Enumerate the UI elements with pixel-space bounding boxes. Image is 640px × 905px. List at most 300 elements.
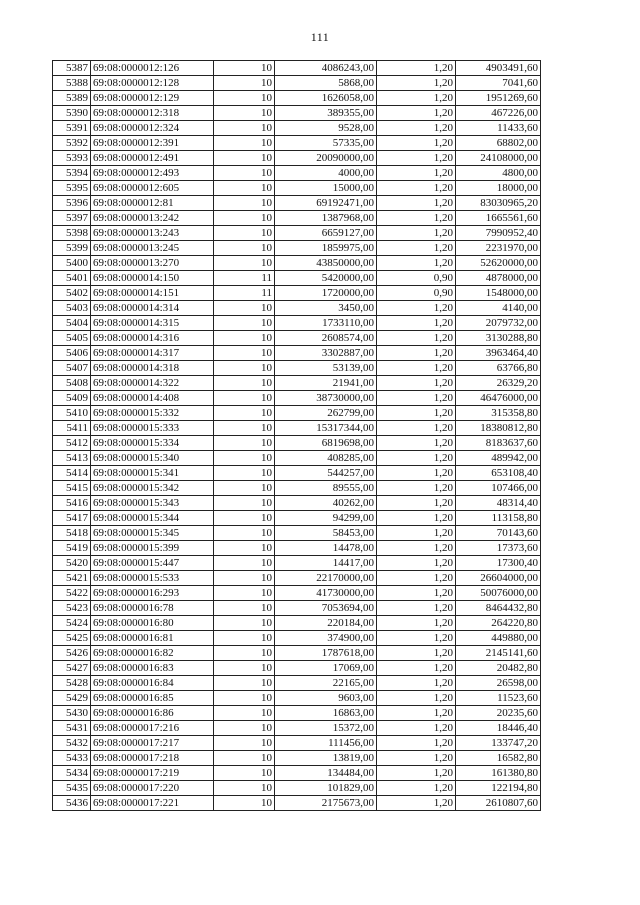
code-cell: 10 bbox=[214, 616, 275, 631]
total-cell: 107466,00 bbox=[456, 481, 541, 496]
page-number: 111 bbox=[310, 30, 330, 44]
coefficient-cell: 0,90 bbox=[377, 271, 456, 286]
coefficient-cell: 1,20 bbox=[377, 481, 456, 496]
total-cell: 11433,60 bbox=[456, 121, 541, 136]
cadastral-number-cell: 69:08:0000014:318 bbox=[91, 361, 214, 376]
code-cell: 10 bbox=[214, 376, 275, 391]
row-number-cell: 5435 bbox=[53, 781, 91, 796]
coefficient-cell: 1,20 bbox=[377, 631, 456, 646]
value-cell: 69192471,00 bbox=[275, 196, 377, 211]
total-cell: 20235,60 bbox=[456, 706, 541, 721]
total-cell: 2231970,00 bbox=[456, 241, 541, 256]
value-cell: 20090000,00 bbox=[275, 151, 377, 166]
code-cell: 10 bbox=[214, 496, 275, 511]
code-cell: 10 bbox=[214, 691, 275, 706]
cadastral-number-cell: 69:08:0000013:245 bbox=[91, 241, 214, 256]
table-row bbox=[53, 751, 541, 766]
table-row bbox=[53, 646, 541, 661]
value-cell: 58453,00 bbox=[275, 526, 377, 541]
value-cell: 408285,00 bbox=[275, 451, 377, 466]
value-cell: 5420000,00 bbox=[275, 271, 377, 286]
code-cell: 10 bbox=[214, 61, 275, 76]
table-row bbox=[53, 571, 541, 586]
table-row bbox=[53, 451, 541, 466]
row-number-cell: 5421 bbox=[53, 571, 91, 586]
total-cell: 24108000,00 bbox=[456, 151, 541, 166]
coefficient-cell: 0,90 bbox=[377, 286, 456, 301]
code-cell: 10 bbox=[214, 391, 275, 406]
total-cell: 8183637,60 bbox=[456, 436, 541, 451]
value-cell: 94299,00 bbox=[275, 511, 377, 526]
total-cell: 83030965,20 bbox=[456, 196, 541, 211]
value-cell: 3450,00 bbox=[275, 301, 377, 316]
value-cell: 41730000,00 bbox=[275, 586, 377, 601]
table-row bbox=[53, 136, 541, 151]
code-cell: 10 bbox=[214, 631, 275, 646]
row-number-cell: 5428 bbox=[53, 676, 91, 691]
row-number-cell: 5387 bbox=[53, 61, 91, 76]
total-cell: 18446,40 bbox=[456, 721, 541, 736]
coefficient-cell: 1,20 bbox=[377, 496, 456, 511]
cadastral-number-cell: 69:08:0000017:216 bbox=[91, 721, 214, 736]
table-row bbox=[53, 586, 541, 601]
cadastral-number-cell: 69:08:0000013:242 bbox=[91, 211, 214, 226]
value-cell: 1387968,00 bbox=[275, 211, 377, 226]
value-cell: 9528,00 bbox=[275, 121, 377, 136]
value-cell: 57335,00 bbox=[275, 136, 377, 151]
land-register-table bbox=[52, 60, 541, 811]
value-cell: 5868,00 bbox=[275, 76, 377, 91]
table-row bbox=[53, 151, 541, 166]
row-number-cell: 5394 bbox=[53, 166, 91, 181]
total-cell: 3130288,80 bbox=[456, 331, 541, 346]
code-cell: 10 bbox=[214, 721, 275, 736]
cadastral-number-cell: 69:08:0000016:82 bbox=[91, 646, 214, 661]
code-cell: 10 bbox=[214, 661, 275, 676]
code-cell: 10 bbox=[214, 196, 275, 211]
total-cell: 26329,20 bbox=[456, 376, 541, 391]
value-cell: 134484,00 bbox=[275, 766, 377, 781]
total-cell: 449880,00 bbox=[456, 631, 541, 646]
code-cell: 10 bbox=[214, 91, 275, 106]
code-cell: 10 bbox=[214, 736, 275, 751]
code-cell: 10 bbox=[214, 436, 275, 451]
table-row bbox=[53, 256, 541, 271]
row-number-cell: 5397 bbox=[53, 211, 91, 226]
value-cell: 1626058,00 bbox=[275, 91, 377, 106]
row-number-cell: 5423 bbox=[53, 601, 91, 616]
cadastral-number-cell: 69:08:0000013:243 bbox=[91, 226, 214, 241]
row-number-cell: 5418 bbox=[53, 526, 91, 541]
row-number-cell: 5396 bbox=[53, 196, 91, 211]
cadastral-number-cell: 69:08:0000014:317 bbox=[91, 346, 214, 361]
coefficient-cell: 1,20 bbox=[377, 391, 456, 406]
total-cell: 16582,80 bbox=[456, 751, 541, 766]
total-cell: 4140,00 bbox=[456, 301, 541, 316]
value-cell: 111456,00 bbox=[275, 736, 377, 751]
total-cell: 8464432,80 bbox=[456, 601, 541, 616]
table-row bbox=[53, 736, 541, 751]
cadastral-number-cell: 69:08:0000016:84 bbox=[91, 676, 214, 691]
coefficient-cell: 1,20 bbox=[377, 661, 456, 676]
table-row bbox=[53, 616, 541, 631]
row-number-cell: 5391 bbox=[53, 121, 91, 136]
cadastral-number-cell: 69:08:0000014:322 bbox=[91, 376, 214, 391]
value-cell: 22165,00 bbox=[275, 676, 377, 691]
total-cell: 46476000,00 bbox=[456, 391, 541, 406]
total-cell: 467226,00 bbox=[456, 106, 541, 121]
total-cell: 17373,60 bbox=[456, 541, 541, 556]
cadastral-number-cell: 69:08:0000015:399 bbox=[91, 541, 214, 556]
value-cell: 14417,00 bbox=[275, 556, 377, 571]
table-row bbox=[53, 541, 541, 556]
row-number-cell: 5436 bbox=[53, 796, 91, 811]
value-cell: 9603,00 bbox=[275, 691, 377, 706]
coefficient-cell: 1,20 bbox=[377, 676, 456, 691]
table-row bbox=[53, 706, 541, 721]
row-number-cell: 5425 bbox=[53, 631, 91, 646]
cadastral-number-cell: 69:08:0000015:344 bbox=[91, 511, 214, 526]
table-row bbox=[53, 391, 541, 406]
row-number-cell: 5411 bbox=[53, 421, 91, 436]
total-cell: 68802,00 bbox=[456, 136, 541, 151]
value-cell: 15372,00 bbox=[275, 721, 377, 736]
code-cell: 10 bbox=[214, 331, 275, 346]
total-cell: 4903491,60 bbox=[456, 61, 541, 76]
coefficient-cell: 1,20 bbox=[377, 181, 456, 196]
table-body bbox=[53, 61, 541, 811]
cadastral-number-cell: 69:08:0000012:318 bbox=[91, 106, 214, 121]
coefficient-cell: 1,20 bbox=[377, 76, 456, 91]
row-number-cell: 5401 bbox=[53, 271, 91, 286]
coefficient-cell: 1,20 bbox=[377, 556, 456, 571]
row-number-cell: 5390 bbox=[53, 106, 91, 121]
table-row bbox=[53, 376, 541, 391]
code-cell: 10 bbox=[214, 211, 275, 226]
coefficient-cell: 1,20 bbox=[377, 376, 456, 391]
total-cell: 315358,80 bbox=[456, 406, 541, 421]
coefficient-cell: 1,20 bbox=[377, 106, 456, 121]
value-cell: 262799,00 bbox=[275, 406, 377, 421]
total-cell: 70143,60 bbox=[456, 526, 541, 541]
coefficient-cell: 1,20 bbox=[377, 526, 456, 541]
code-cell: 10 bbox=[214, 571, 275, 586]
code-cell: 11 bbox=[214, 271, 275, 286]
cadastral-number-cell: 69:08:0000015:341 bbox=[91, 466, 214, 481]
coefficient-cell: 1,20 bbox=[377, 436, 456, 451]
value-cell: 43850000,00 bbox=[275, 256, 377, 271]
total-cell: 17300,40 bbox=[456, 556, 541, 571]
value-cell: 374900,00 bbox=[275, 631, 377, 646]
value-cell: 3302887,00 bbox=[275, 346, 377, 361]
table-row bbox=[53, 61, 541, 76]
code-cell: 10 bbox=[214, 316, 275, 331]
value-cell: 21941,00 bbox=[275, 376, 377, 391]
code-cell: 10 bbox=[214, 541, 275, 556]
value-cell: 220184,00 bbox=[275, 616, 377, 631]
cadastral-number-cell: 69:08:0000016:80 bbox=[91, 616, 214, 631]
coefficient-cell: 1,20 bbox=[377, 706, 456, 721]
total-cell: 11523,60 bbox=[456, 691, 541, 706]
value-cell: 22170000,00 bbox=[275, 571, 377, 586]
coefficient-cell: 1,20 bbox=[377, 226, 456, 241]
row-number-cell: 5430 bbox=[53, 706, 91, 721]
cadastral-number-cell: 69:08:0000015:342 bbox=[91, 481, 214, 496]
row-number-cell: 5434 bbox=[53, 766, 91, 781]
total-cell: 50076000,00 bbox=[456, 586, 541, 601]
value-cell: 1859975,00 bbox=[275, 241, 377, 256]
code-cell: 10 bbox=[214, 526, 275, 541]
cadastral-number-cell: 69:08:0000012:605 bbox=[91, 181, 214, 196]
coefficient-cell: 1,20 bbox=[377, 91, 456, 106]
value-cell: 1787618,00 bbox=[275, 646, 377, 661]
cadastral-number-cell: 69:08:0000017:219 bbox=[91, 766, 214, 781]
row-number-cell: 5424 bbox=[53, 616, 91, 631]
total-cell: 2079732,00 bbox=[456, 316, 541, 331]
coefficient-cell: 1,20 bbox=[377, 346, 456, 361]
code-cell: 10 bbox=[214, 511, 275, 526]
row-number-cell: 5403 bbox=[53, 301, 91, 316]
value-cell: 2175673,00 bbox=[275, 796, 377, 811]
coefficient-cell: 1,20 bbox=[377, 721, 456, 736]
cadastral-number-cell: 69:08:0000013:270 bbox=[91, 256, 214, 271]
row-number-cell: 5417 bbox=[53, 511, 91, 526]
total-cell: 20482,80 bbox=[456, 661, 541, 676]
cadastral-number-cell: 69:08:0000015:447 bbox=[91, 556, 214, 571]
table-row bbox=[53, 556, 541, 571]
total-cell: 7990952,40 bbox=[456, 226, 541, 241]
total-cell: 7041,60 bbox=[456, 76, 541, 91]
row-number-cell: 5433 bbox=[53, 751, 91, 766]
cadastral-number-cell: 69:08:0000014:151 bbox=[91, 286, 214, 301]
table-row bbox=[53, 631, 541, 646]
coefficient-cell: 1,20 bbox=[377, 511, 456, 526]
value-cell: 7053694,00 bbox=[275, 601, 377, 616]
row-number-cell: 5392 bbox=[53, 136, 91, 151]
cadastral-number-cell: 69:08:0000017:218 bbox=[91, 751, 214, 766]
coefficient-cell: 1,20 bbox=[377, 751, 456, 766]
table-row bbox=[53, 346, 541, 361]
cadastral-number-cell: 69:08:0000012:391 bbox=[91, 136, 214, 151]
coefficient-cell: 1,20 bbox=[377, 331, 456, 346]
value-cell: 101829,00 bbox=[275, 781, 377, 796]
cadastral-number-cell: 69:08:0000015:345 bbox=[91, 526, 214, 541]
cadastral-number-cell: 69:08:0000015:333 bbox=[91, 421, 214, 436]
total-cell: 18000,00 bbox=[456, 181, 541, 196]
row-number-cell: 5432 bbox=[53, 736, 91, 751]
code-cell: 10 bbox=[214, 166, 275, 181]
row-number-cell: 5409 bbox=[53, 391, 91, 406]
total-cell: 133747,20 bbox=[456, 736, 541, 751]
coefficient-cell: 1,20 bbox=[377, 241, 456, 256]
coefficient-cell: 1,20 bbox=[377, 151, 456, 166]
code-cell: 10 bbox=[214, 106, 275, 121]
cadastral-number-cell: 69:08:0000015:334 bbox=[91, 436, 214, 451]
table-row bbox=[53, 796, 541, 811]
cadastral-number-cell: 69:08:0000015:332 bbox=[91, 406, 214, 421]
coefficient-cell: 1,20 bbox=[377, 541, 456, 556]
total-cell: 1665561,60 bbox=[456, 211, 541, 226]
code-cell: 10 bbox=[214, 301, 275, 316]
value-cell: 16863,00 bbox=[275, 706, 377, 721]
table-row bbox=[53, 301, 541, 316]
value-cell: 544257,00 bbox=[275, 466, 377, 481]
coefficient-cell: 1,20 bbox=[377, 121, 456, 136]
row-number-cell: 5419 bbox=[53, 541, 91, 556]
table-row bbox=[53, 481, 541, 496]
total-cell: 4800,00 bbox=[456, 166, 541, 181]
row-number-cell: 5410 bbox=[53, 406, 91, 421]
code-cell: 11 bbox=[214, 286, 275, 301]
coefficient-cell: 1,20 bbox=[377, 736, 456, 751]
code-cell: 10 bbox=[214, 421, 275, 436]
code-cell: 10 bbox=[214, 781, 275, 796]
code-cell: 10 bbox=[214, 406, 275, 421]
table-row bbox=[53, 286, 541, 301]
coefficient-cell: 1,20 bbox=[377, 196, 456, 211]
value-cell: 40262,00 bbox=[275, 496, 377, 511]
code-cell: 10 bbox=[214, 151, 275, 166]
code-cell: 10 bbox=[214, 76, 275, 91]
cadastral-number-cell: 69:08:0000014:315 bbox=[91, 316, 214, 331]
total-cell: 653108,40 bbox=[456, 466, 541, 481]
row-number-cell: 5388 bbox=[53, 76, 91, 91]
row-number-cell: 5431 bbox=[53, 721, 91, 736]
row-number-cell: 5406 bbox=[53, 346, 91, 361]
table-row bbox=[53, 766, 541, 781]
coefficient-cell: 1,20 bbox=[377, 301, 456, 316]
cadastral-number-cell: 69:08:0000012:491 bbox=[91, 151, 214, 166]
value-cell: 6659127,00 bbox=[275, 226, 377, 241]
row-number-cell: 5404 bbox=[53, 316, 91, 331]
table-row bbox=[53, 241, 541, 256]
value-cell: 38730000,00 bbox=[275, 391, 377, 406]
coefficient-cell: 1,20 bbox=[377, 316, 456, 331]
value-cell: 4086243,00 bbox=[275, 61, 377, 76]
row-number-cell: 5427 bbox=[53, 661, 91, 676]
value-cell: 1733110,00 bbox=[275, 316, 377, 331]
value-cell: 13819,00 bbox=[275, 751, 377, 766]
total-cell: 1951269,60 bbox=[456, 91, 541, 106]
row-number-cell: 5429 bbox=[53, 691, 91, 706]
cadastral-number-cell: 69:08:0000016:85 bbox=[91, 691, 214, 706]
row-number-cell: 5395 bbox=[53, 181, 91, 196]
coefficient-cell: 1,20 bbox=[377, 616, 456, 631]
code-cell: 10 bbox=[214, 181, 275, 196]
table-row bbox=[53, 316, 541, 331]
row-number-cell: 5393 bbox=[53, 151, 91, 166]
coefficient-cell: 1,20 bbox=[377, 166, 456, 181]
table-row bbox=[53, 166, 541, 181]
row-number-cell: 5415 bbox=[53, 481, 91, 496]
value-cell: 15000,00 bbox=[275, 181, 377, 196]
cadastral-number-cell: 69:08:0000012:81 bbox=[91, 196, 214, 211]
total-cell: 4878000,00 bbox=[456, 271, 541, 286]
code-cell: 10 bbox=[214, 451, 275, 466]
table-row bbox=[53, 466, 541, 481]
coefficient-cell: 1,20 bbox=[377, 601, 456, 616]
code-cell: 10 bbox=[214, 256, 275, 271]
table-row bbox=[53, 361, 541, 376]
cadastral-number-cell: 69:08:0000012:128 bbox=[91, 76, 214, 91]
code-cell: 10 bbox=[214, 796, 275, 811]
coefficient-cell: 1,20 bbox=[377, 466, 456, 481]
coefficient-cell: 1,20 bbox=[377, 766, 456, 781]
table-row bbox=[53, 91, 541, 106]
cadastral-number-cell: 69:08:0000017:217 bbox=[91, 736, 214, 751]
total-cell: 48314,40 bbox=[456, 496, 541, 511]
coefficient-cell: 1,20 bbox=[377, 211, 456, 226]
coefficient-cell: 1,20 bbox=[377, 571, 456, 586]
total-cell: 3963464,40 bbox=[456, 346, 541, 361]
table-row bbox=[53, 436, 541, 451]
coefficient-cell: 1,20 bbox=[377, 361, 456, 376]
code-cell: 10 bbox=[214, 676, 275, 691]
coefficient-cell: 1,20 bbox=[377, 61, 456, 76]
table-row bbox=[53, 511, 541, 526]
row-number-cell: 5407 bbox=[53, 361, 91, 376]
row-number-cell: 5398 bbox=[53, 226, 91, 241]
coefficient-cell: 1,20 bbox=[377, 406, 456, 421]
cadastral-number-cell: 69:08:0000014:316 bbox=[91, 331, 214, 346]
table-row bbox=[53, 601, 541, 616]
total-cell: 161380,80 bbox=[456, 766, 541, 781]
cadastral-number-cell: 69:08:0000015:533 bbox=[91, 571, 214, 586]
table-row bbox=[53, 676, 541, 691]
code-cell: 10 bbox=[214, 586, 275, 601]
table-row bbox=[53, 226, 541, 241]
coefficient-cell: 1,20 bbox=[377, 136, 456, 151]
value-cell: 14478,00 bbox=[275, 541, 377, 556]
table-row bbox=[53, 526, 541, 541]
code-cell: 10 bbox=[214, 226, 275, 241]
total-cell: 1548000,00 bbox=[456, 286, 541, 301]
row-number-cell: 5426 bbox=[53, 646, 91, 661]
cadastral-number-cell: 69:08:0000015:343 bbox=[91, 496, 214, 511]
table-row bbox=[53, 691, 541, 706]
row-number-cell: 5402 bbox=[53, 286, 91, 301]
value-cell: 6819698,00 bbox=[275, 436, 377, 451]
value-cell: 89555,00 bbox=[275, 481, 377, 496]
cadastral-number-cell: 69:08:0000016:81 bbox=[91, 631, 214, 646]
cadastral-number-cell: 69:08:0000016:293 bbox=[91, 586, 214, 601]
row-number-cell: 5399 bbox=[53, 241, 91, 256]
code-cell: 10 bbox=[214, 601, 275, 616]
row-number-cell: 5420 bbox=[53, 556, 91, 571]
row-number-cell: 5416 bbox=[53, 496, 91, 511]
code-cell: 10 bbox=[214, 136, 275, 151]
coefficient-cell: 1,20 bbox=[377, 646, 456, 661]
total-cell: 113158,80 bbox=[456, 511, 541, 526]
cadastral-number-cell: 69:08:0000012:126 bbox=[91, 61, 214, 76]
row-number-cell: 5400 bbox=[53, 256, 91, 271]
cadastral-number-cell: 69:08:0000017:221 bbox=[91, 796, 214, 811]
cadastral-number-cell: 69:08:0000016:83 bbox=[91, 661, 214, 676]
table-row bbox=[53, 421, 541, 436]
code-cell: 10 bbox=[214, 766, 275, 781]
row-number-cell: 5412 bbox=[53, 436, 91, 451]
total-cell: 2145141,60 bbox=[456, 646, 541, 661]
value-cell: 17069,00 bbox=[275, 661, 377, 676]
code-cell: 10 bbox=[214, 241, 275, 256]
value-cell: 1720000,00 bbox=[275, 286, 377, 301]
cadastral-number-cell: 69:08:0000012:129 bbox=[91, 91, 214, 106]
value-cell: 2608574,00 bbox=[275, 331, 377, 346]
total-cell: 489942,00 bbox=[456, 451, 541, 466]
table-row bbox=[53, 271, 541, 286]
total-cell: 18380812,80 bbox=[456, 421, 541, 436]
table-row bbox=[53, 331, 541, 346]
